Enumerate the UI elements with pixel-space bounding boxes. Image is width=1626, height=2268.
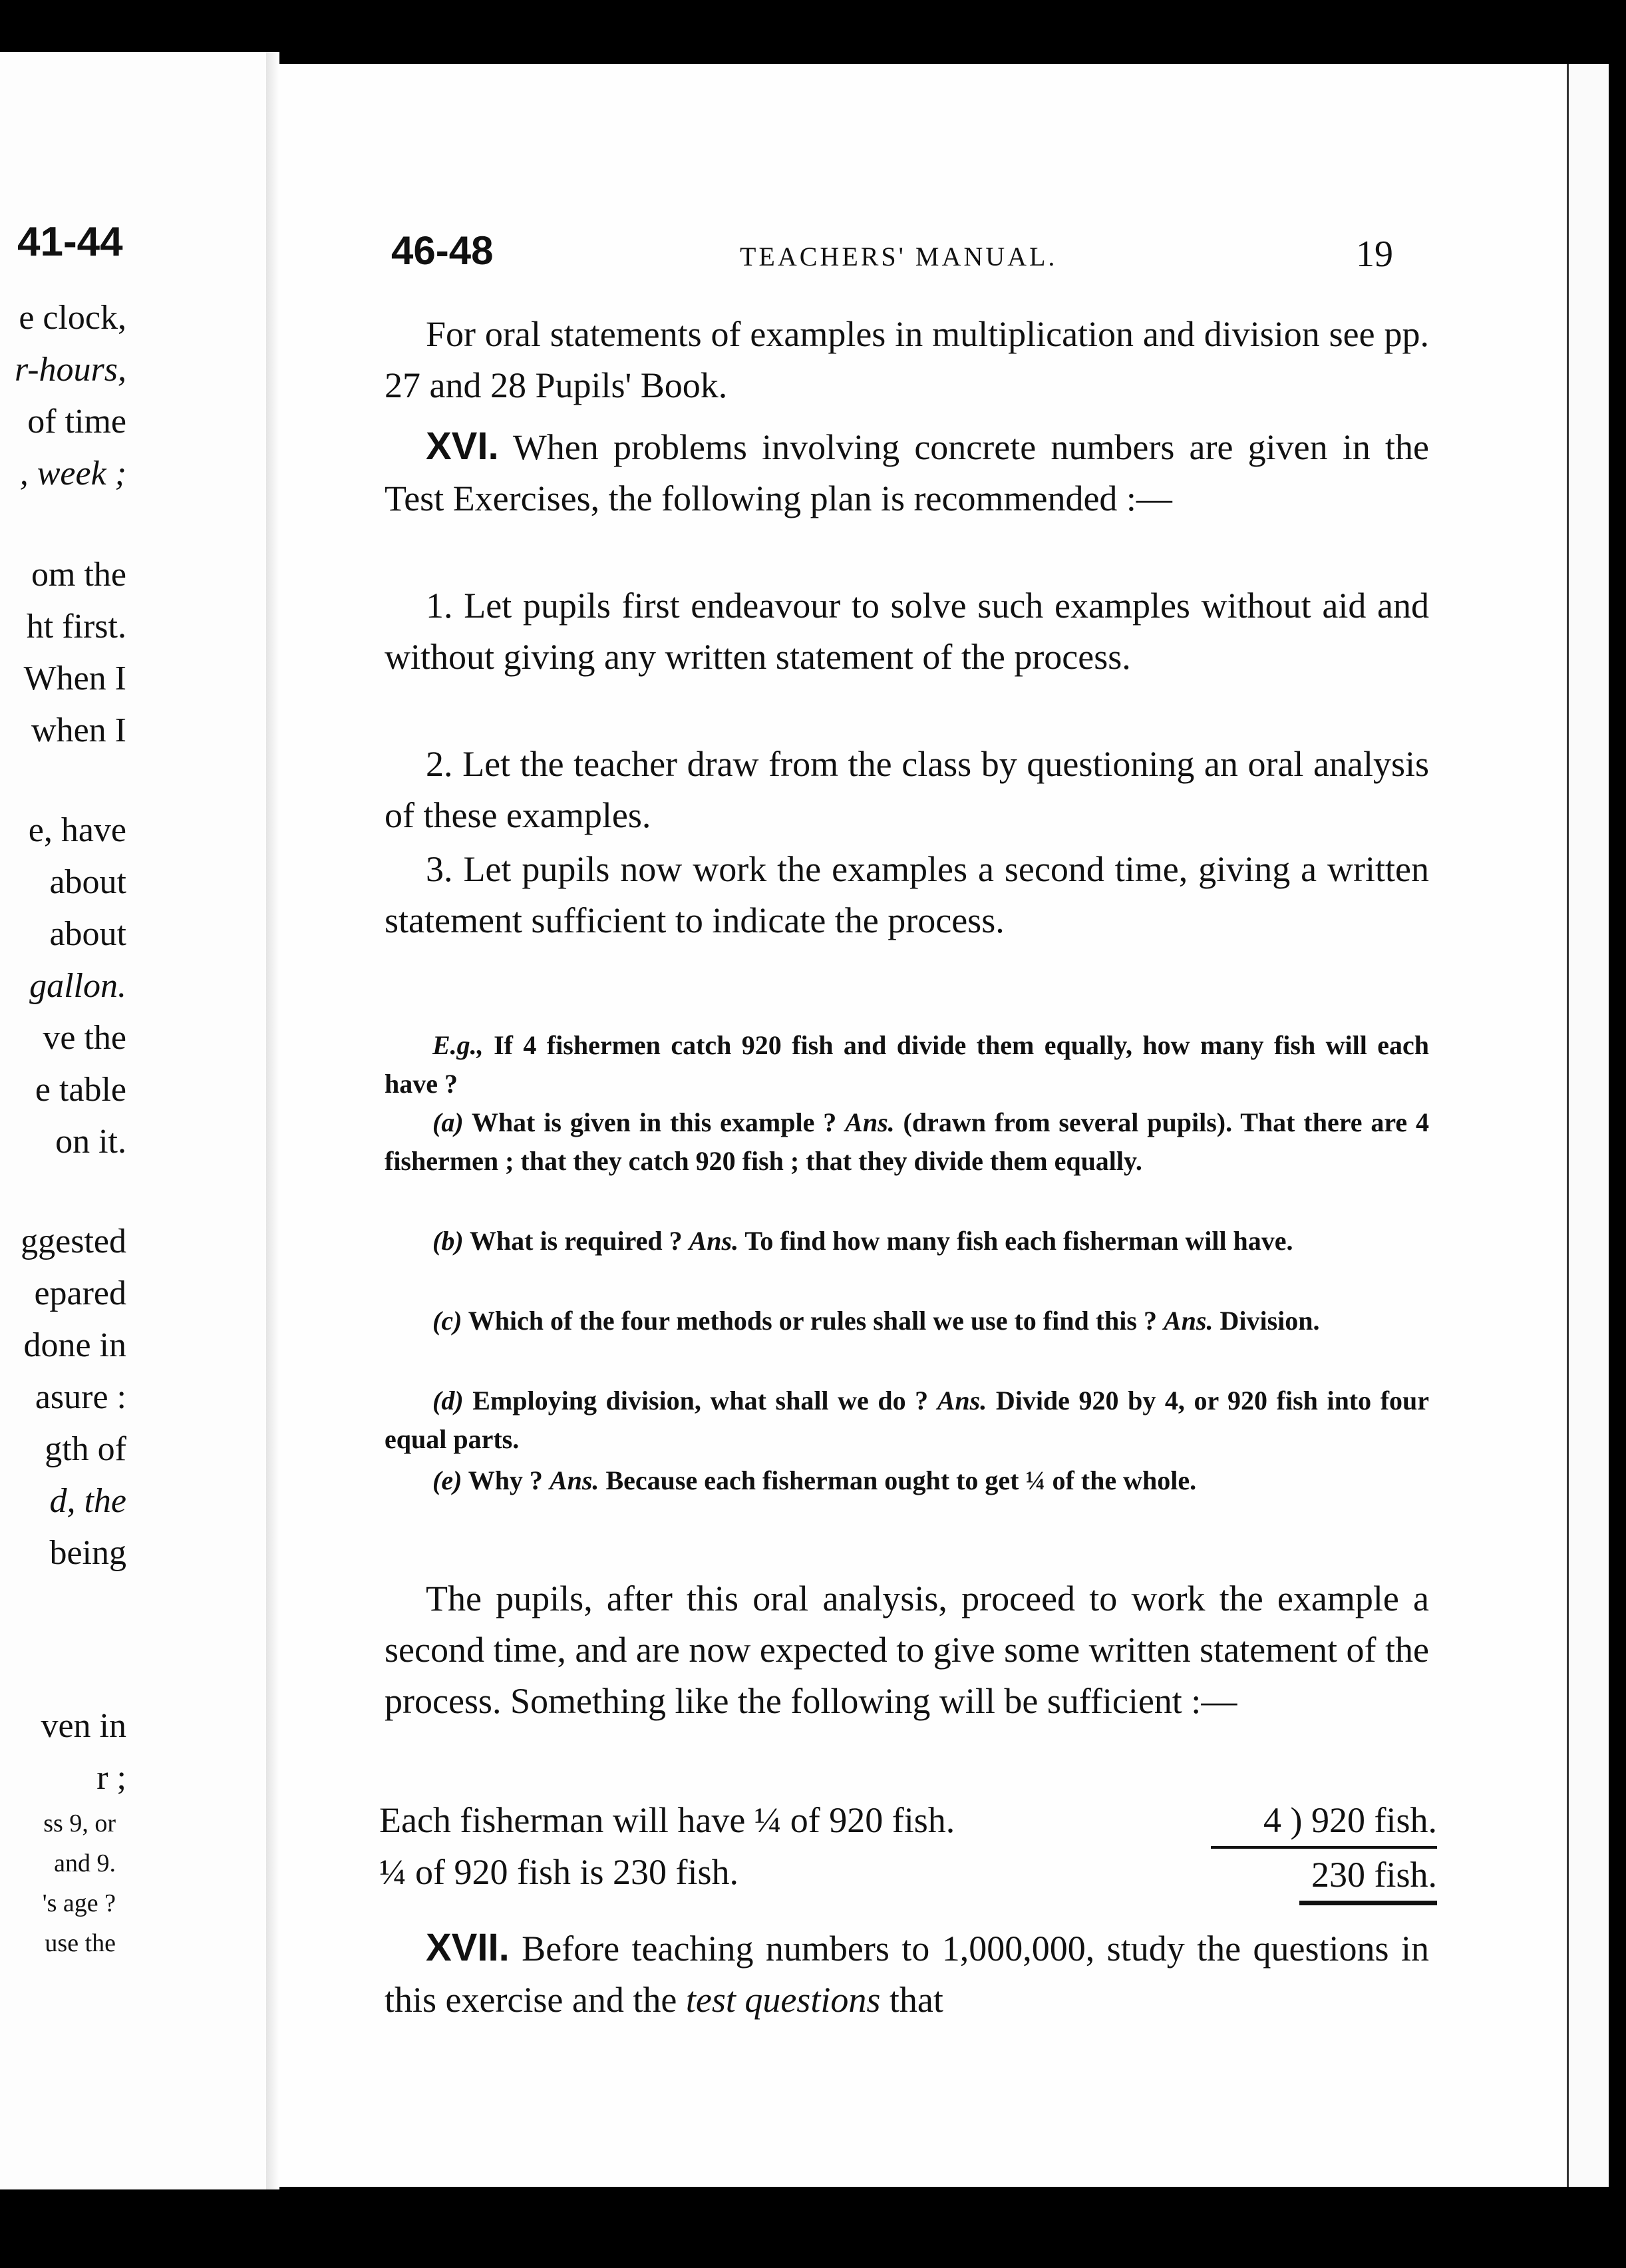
item-c-label: (c) (432, 1306, 462, 1336)
left-page-line: e, have (28, 811, 126, 849)
item-e-label: (e) (432, 1465, 462, 1495)
step-3 (385, 844, 1429, 946)
left-page-line: being (49, 1534, 126, 1572)
left-page-line: about (49, 915, 126, 953)
section-xvi (385, 421, 1429, 524)
after-analysis-paragraph (385, 1573, 1429, 1727)
step-2 (385, 739, 1429, 841)
left-page-small-line: ss 9, or (43, 1809, 116, 1837)
worked-solution (379, 1794, 1437, 1907)
left-page-line: om the (31, 556, 126, 594)
item-c-ans-label: Ans. (1163, 1306, 1214, 1336)
solution-statement (379, 1794, 1178, 1898)
item-a-question: What is given in this example ? (471, 1107, 837, 1137)
item-a-answer: (drawn from several pupils). That there are 4 fishermen ; that they catch 920 fish ; that they divide them equally. (385, 1107, 1430, 1176)
quotient: 230 fish. (1299, 1849, 1437, 1905)
step-1 (385, 580, 1429, 683)
left-page-line: d, the (49, 1482, 126, 1520)
section-xvii-italic: test questions (685, 1980, 881, 2020)
left-page-line: ven in (41, 1707, 126, 1745)
left-page-line: When I (23, 660, 126, 697)
example-item-d (385, 1382, 1429, 1459)
left-page-line: of time (27, 403, 126, 441)
right-page (279, 64, 1609, 2187)
left-page-line: e clock, (19, 299, 126, 337)
item-d-label: (d) (432, 1386, 464, 1416)
page-edge (1567, 64, 1609, 2187)
item-a-label: (a) (432, 1107, 464, 1137)
item-c-question: Which of the four methods or rules shall we use to find this ? (468, 1306, 1157, 1336)
step-1-text: 1. Let pupils first endeavour to solve such examples without aid and without giving any written statement of the process. (385, 586, 1429, 677)
left-page-line: done in (23, 1326, 126, 1364)
section-xvii (385, 1922, 1429, 2026)
eg-label: E.g., (432, 1030, 484, 1060)
item-e-ans-label: Ans. (549, 1465, 599, 1495)
example-item-e (385, 1461, 1429, 1500)
left-page-line: , week ; (19, 455, 126, 492)
left-page-range: 41-44 (17, 219, 123, 265)
left-page-small-line: use the (45, 1929, 116, 1957)
left-page-line: e table (35, 1071, 126, 1109)
section-xvi-label: XVI. (426, 425, 499, 468)
left-page-line: when I (31, 711, 126, 749)
solution-line-1: Each fisherman will have ¼ of 920 fish. (379, 1800, 955, 1840)
after-analysis-text: The pupils, after this oral analysis, proceed to work the example a second time, and are now expected to give some written statement of the process. Something like the following will be sufficient :— (385, 1579, 1429, 1721)
intro-text: For oral statements of examples in multiplication and division see pp. 27 and 28 Pupils' Book. (385, 314, 1429, 405)
example-item-b (385, 1222, 1429, 1260)
item-b-ans-label: Ans. (689, 1226, 739, 1256)
running-title: TEACHERS' MANUAL. (740, 242, 1058, 272)
left-page-small-line: 's age ? (42, 1889, 116, 1917)
left-page-line: gth of (45, 1430, 126, 1468)
item-b-label: (b) (432, 1226, 464, 1256)
item-d-answer: Divide 920 by 4, or 920 fish into four equal parts. (385, 1386, 1430, 1454)
item-e-question: Why ? (468, 1465, 543, 1495)
section-xvii-label: XVII. (426, 1926, 510, 1969)
item-c-answer: Division. (1220, 1306, 1320, 1336)
step-3-text: 3. Let pupils now work the examples a second time, giving a written statement sufficient to indicate the process. (385, 849, 1429, 940)
left-page-line: ggested (21, 1223, 126, 1260)
section-xvii-text: Before teaching numbers to 1,000,000, study the questions in this exercise and the (385, 1929, 1430, 2020)
example-question (385, 1026, 1429, 1103)
divisor: 4 ) (1263, 1800, 1303, 1840)
section-xvii-text-end: that (889, 1980, 943, 2020)
left-page-line: about (49, 863, 126, 901)
left-page-line: asure : (35, 1378, 126, 1416)
section-xvi-text: When problems involving concrete numbers are given in the Test Exercises, the following plan is recommended :— (385, 427, 1430, 518)
left-page-line: r-hours, (15, 351, 126, 389)
page-number: 19 (1356, 234, 1393, 275)
example-item-a (385, 1103, 1429, 1181)
step-2-text: 2. Let the teacher draw from the class by questioning an oral analysis of these examples. (385, 744, 1429, 835)
left-page-small-line: and 9. (54, 1849, 116, 1877)
left-page-line: r ; (96, 1759, 126, 1797)
left-page-line: ve the (43, 1019, 126, 1057)
item-a-ans-label: Ans. (845, 1107, 895, 1137)
left-page-line: ht first. (26, 608, 126, 646)
left-page-line: epared (34, 1274, 126, 1312)
division-row (1211, 1794, 1437, 1849)
item-b-answer: To find how many fish each fisherman will have. (744, 1226, 1293, 1256)
item-b-question: What is required ? (469, 1226, 683, 1256)
solution-line-2: ¼ of 920 fish is 230 fish. (379, 1852, 738, 1892)
intro-paragraph (385, 309, 1429, 411)
long-division (1211, 1794, 1437, 1905)
book-gutter (266, 52, 279, 2189)
left-page-line: on it. (55, 1123, 126, 1161)
dividend: 920 fish. (1311, 1800, 1437, 1840)
item-d-question: Employing division, what shall we do ? (472, 1386, 929, 1416)
example-item-c (385, 1302, 1429, 1340)
item-e-answer: Because each fisherman ought to get ¼ of the whole. (605, 1465, 1197, 1495)
left-page-line: gallon. (29, 967, 126, 1005)
item-d-ans-label: Ans. (937, 1386, 987, 1416)
section-range: 46-48 (391, 228, 494, 273)
example-question-text: If 4 fishermen catch 920 fish and divide them equally, how many fish will each have ? (385, 1030, 1430, 1099)
left-page-fragment (0, 52, 266, 2189)
